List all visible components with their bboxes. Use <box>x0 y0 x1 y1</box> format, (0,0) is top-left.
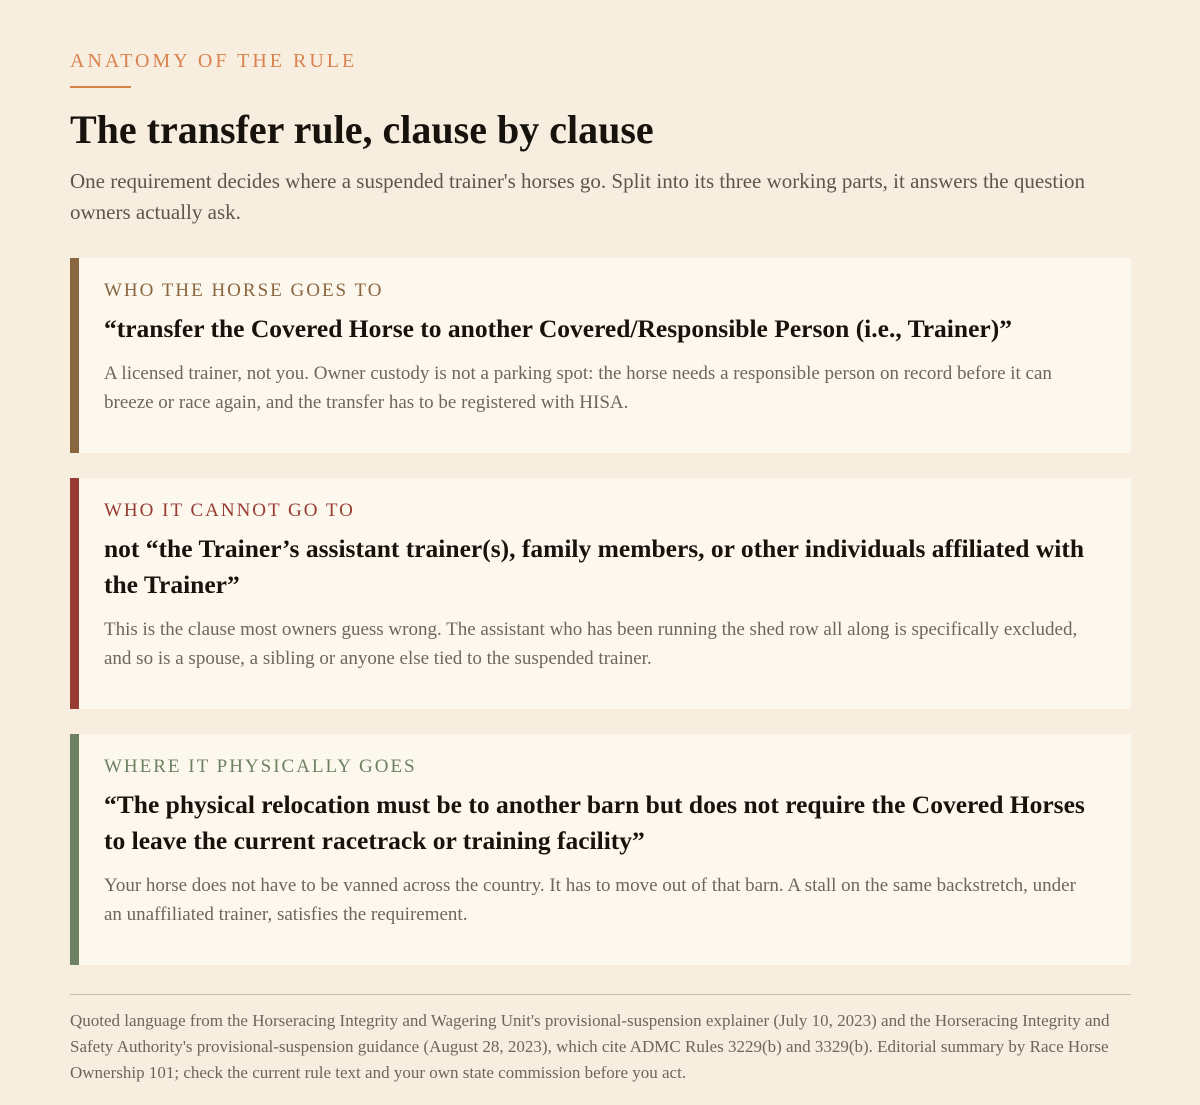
card-quote: “The physical relocation must be to another barn but does not require the Covered Horses to leave the current racetrack or training facility” <box>104 790 1085 855</box>
clause-card-location <box>70 734 1131 965</box>
source-note: Quoted language from the Horseracing Integrity and Wagering Unit's provisional-suspension explainer (July 10, 2023) and the Horseracing Integrity and Safety Authority's provisional-suspension guidance (August 28, 2023), which cite ADMC Rules 3229(b) and 3329(b). Editorial summary by Race Horse Ownership 101; check the current rule text and your own state commission before you act. <box>70 1011 1110 1082</box>
card-quote: “transfer the Covered Horse to another Covered/Responsible Person (i.e., Trainer)” <box>104 314 1012 343</box>
card-body: A licensed trainer, not you. Owner custody is not a parking spot: the horse needs a responsible person on record before it can breeze or race again, and the transfer has to be registered with HISA. <box>104 363 1052 413</box>
card-accent-bar <box>70 258 79 453</box>
card-accent-bar <box>70 734 79 965</box>
card-label: WHO IT CANNOT GO TO <box>104 500 355 521</box>
card-quote: not “the Trainer’s assistant trainer(s), family members, or other individuals affiliated with the Trainer” <box>104 534 1085 599</box>
eyebrow-divider <box>70 86 131 88</box>
card-body: This is the clause most owners guess wrong. The assistant who has been running the shed row all along is specifically excluded, and so is a spouse, a sibling or anyone else tied to the suspended trainer. <box>104 619 1078 669</box>
eyebrow-label: ANATOMY OF THE RULE <box>70 50 358 72</box>
card-accent-bar <box>70 478 79 709</box>
card-label: WHO THE HORSE GOES TO <box>104 280 384 301</box>
clause-card-recipient <box>70 258 1131 453</box>
clause-card-exclusions <box>70 478 1131 709</box>
card-body: Your horse does not have to be vanned across the country. It has to move out of that barn. A stall on the same backstretch, under an unaffiliated trainer, satisfies the requirement. <box>104 875 1076 925</box>
card-label: WHERE IT PHYSICALLY GOES <box>104 756 417 777</box>
intro-text: One requirement decides where a suspended trainer's horses go. Split into its three working parts, it answers the question owners actually ask. <box>70 169 1086 224</box>
page-title: The transfer rule, clause by clause <box>70 107 654 152</box>
footer-divider <box>70 994 1131 995</box>
